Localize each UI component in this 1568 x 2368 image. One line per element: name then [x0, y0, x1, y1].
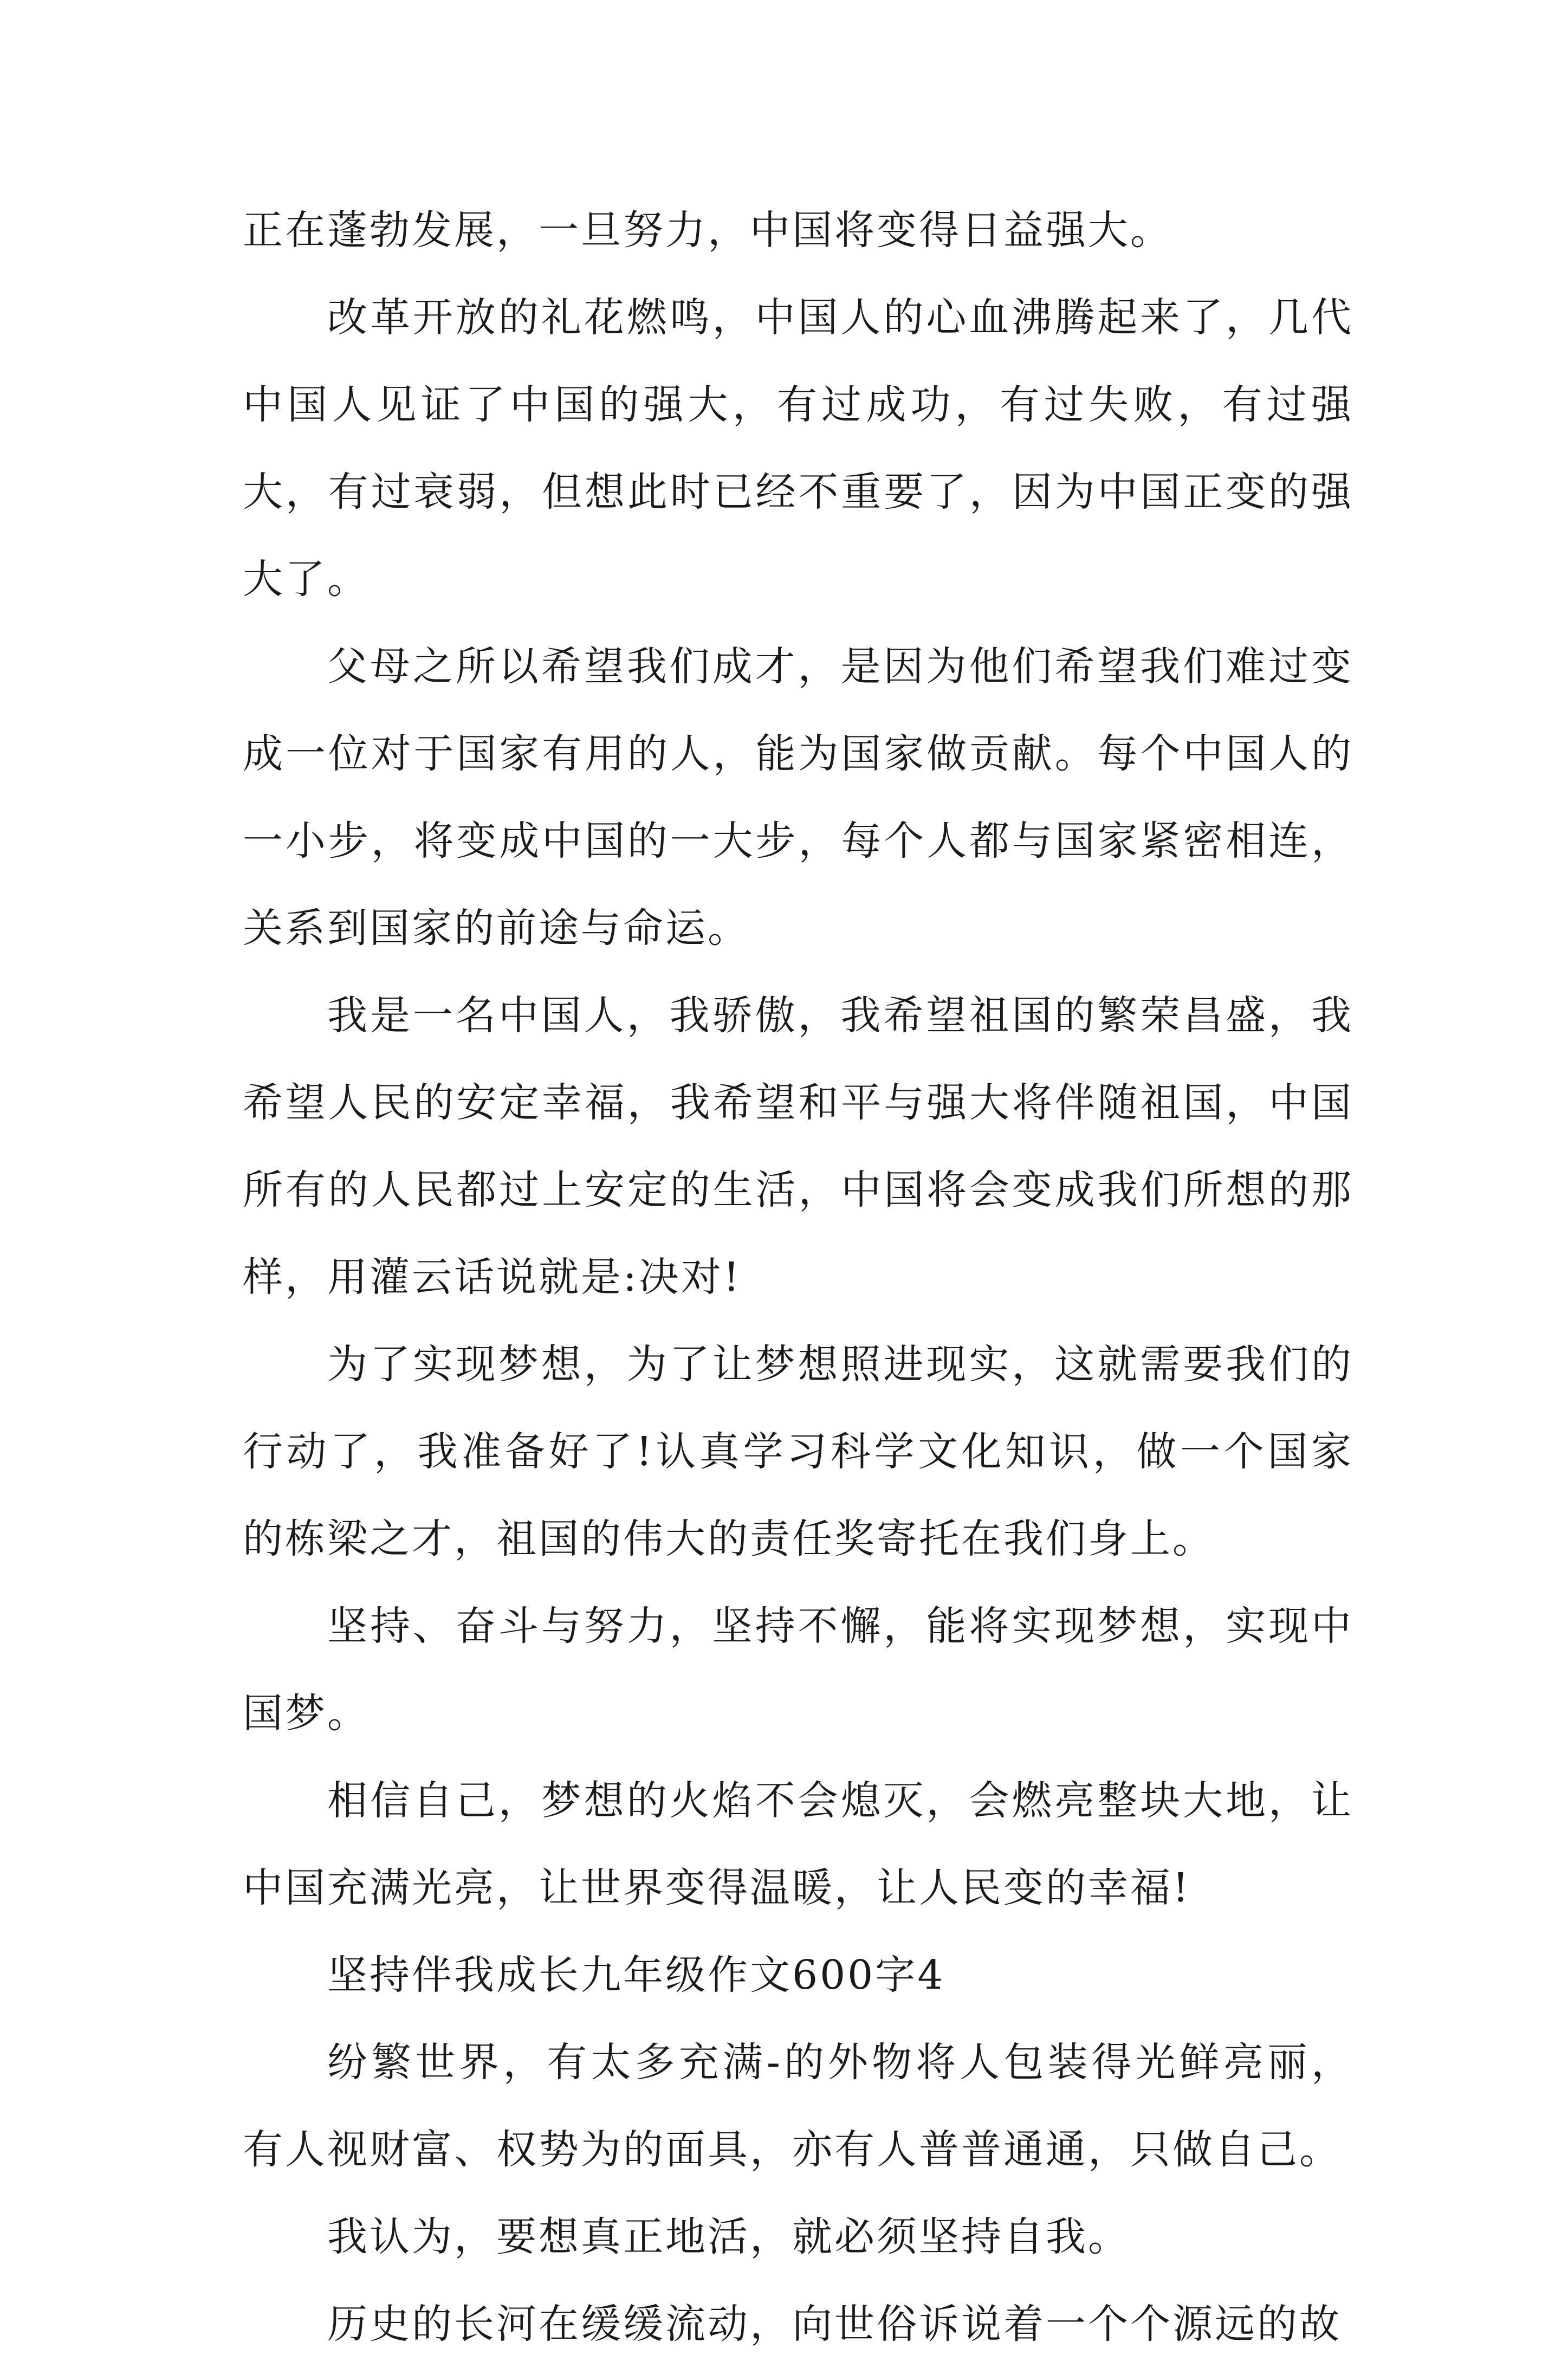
paragraph-dream: 为了实现梦想，为了让梦想照进现实，这就需要我们的行动了，我准备好了!认真学习科学文化知识，做一个国家的栋梁之才，祖国的伟大的责任奖寄托在我们身上。 [243, 1341, 1353, 1562]
paragraph-proud: 我是一名中国人，我骄傲，我希望祖国的繁荣昌盛，我希望人民的安定幸福，我希望和平与强大将伴随祖国，中国所有的人民都过上安定的生活，中国将会变成我们所想的那样，用灌云话说就是:决对! [243, 992, 1353, 1301]
essay-heading: 坚持伴我成长九年级作文600字4 [327, 1952, 945, 1998]
paragraph-history: 历史的长河在缓缓流动，向世俗诉说着一个个源远的故 [327, 2301, 1342, 2347]
paragraph-reform: 改革开放的礼花燃鸣，中国人的心血沸腾起来了，几代中国人见证了中国的强大，有过成功，有过失败，有过强大，有过衰弱，但想此时已经不重要了，因为中国正变的强大了。 [243, 294, 1353, 603]
paragraph-persist: 坚持、奋斗与努力，坚持不懈，能将实现梦想，实现中国梦。 [243, 1603, 1353, 1737]
paragraph-continuation: 正在蓬勃发展，一旦努力，中国将变得日益强大。 [243, 207, 1172, 254]
paragraph-parents: 父母之所以希望我们成才，是因为他们希望我们难过变成一位对于国家有用的人，能为国家做贡献。每个中国人的一小步，将变成中国的一大步，每个人都与国家紧密相连，关系到国家的前途与命运。 [243, 643, 1353, 952]
paragraph-self: 我认为，要想真正地活，就必须坚持自我。 [327, 2214, 1130, 2260]
document-body [243, 187, 1353, 2368]
paragraph-believe: 相信自己，梦想的火焰不会熄灭，会燃亮整块大地，让中国充满光亮，让世界变得温暖，让人民变的幸福! [243, 1777, 1353, 1911]
paragraph-world: 纷繁世界，有太多充满-的外物将人包装得光鲜亮丽，有人视财富、权势为的面具，亦有人普普通通，只做自己。 [243, 2039, 1353, 2173]
